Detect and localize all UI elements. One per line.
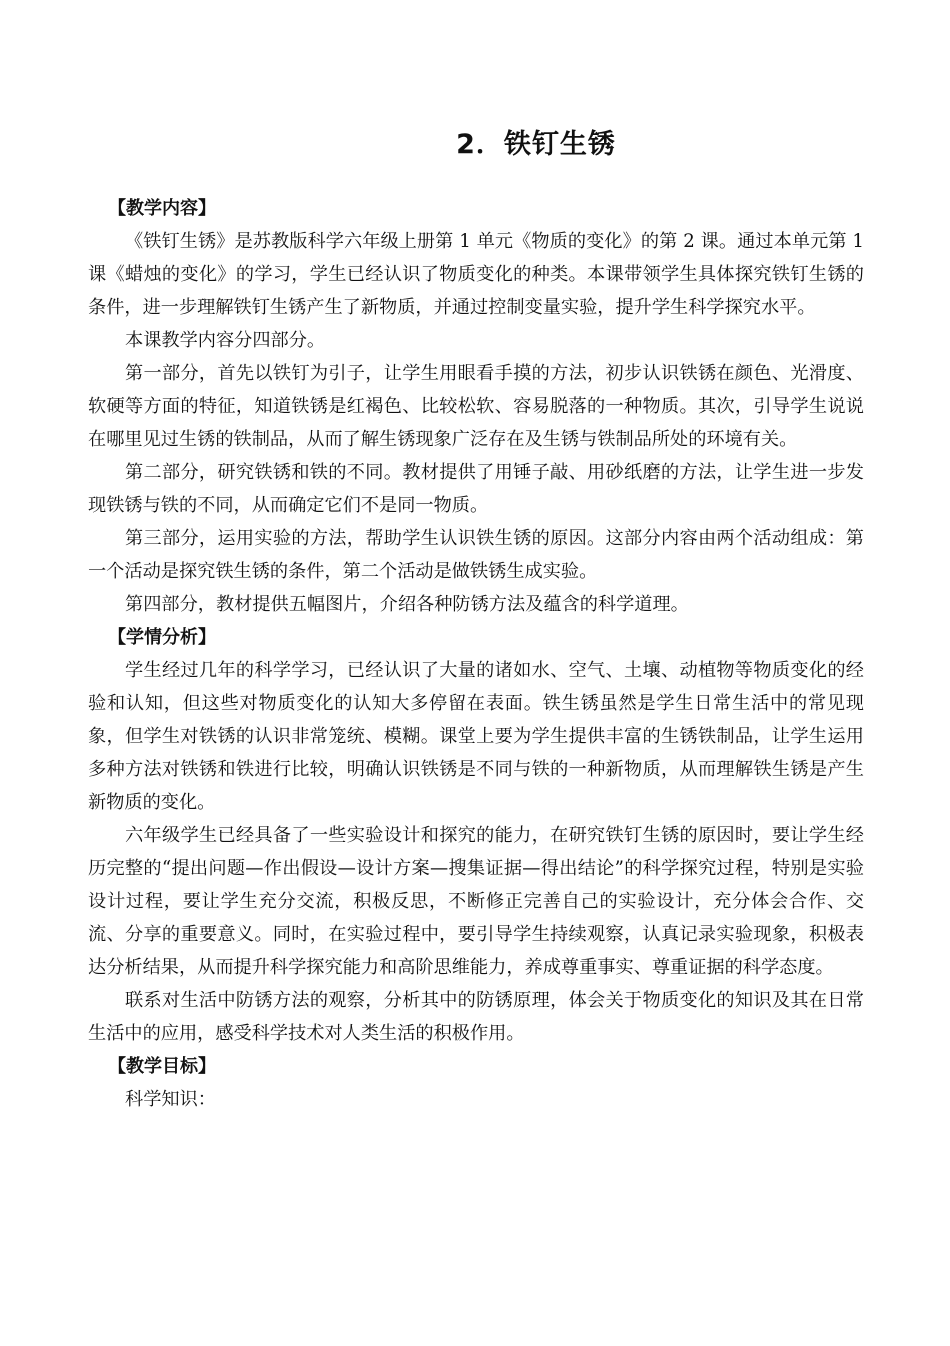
section-heading-teaching-content: 【教学内容】 xyxy=(108,198,216,219)
paragraph: 第三部分，运用实验的方法，帮助学生认识铁生锈的原因。这部分内容由两个活动组成：第一个活动是探究铁生锈的条件，第二个活动是做铁锈生成实验。 xyxy=(88,528,864,582)
paragraph: 第二部分，研究铁锈和铁的不同。教材提供了用锤子敲、用砂纸磨的方法，让学生进一步发现铁锈与铁的不同，从而确定它们不是同一物质。 xyxy=(88,462,864,516)
paragraph: 学生经过几年的科学学习，已经认识了大量的诸如水、空气、土壤、动植物等物质变化的经验和认知，但这些对物质变化的认知大多停留在表面。铁生锈虽然是学生日常生活中的常见现象，但学生对铁锈的认识非常笼统、模糊。课堂上要为学生提供丰富的生锈铁制品，让学生运用多种方法对铁锈和铁进行比较，明确认识铁锈是不同与铁的一种新物质，从而理解铁生锈是产生新物质的变化。 xyxy=(88,660,864,813)
paragraph: 本课教学内容分四部分。 xyxy=(125,330,326,351)
paragraph: 《铁钉生锈》是苏教版科学六年级上册第 1 单元《物质的变化》的第 2 课。通过本单元第 1 课《蜡烛的变化》的学习，学生已经认识了物质变化的种类。本课带领学生具体探究铁钉生锈的条件，进一步理解铁钉生锈产生了新物质，并通过控制变量实验，提升学生科学探究水平。 xyxy=(88,231,864,318)
section-heading-student-analysis: 【学情分析】 xyxy=(108,627,216,648)
paragraph: 第四部分，教材提供五幅图片，介绍各种防锈方法及蕴含的科学道理。 xyxy=(125,594,689,615)
section-heading-teaching-goals: 【教学目标】 xyxy=(108,1056,216,1077)
paragraph: 科学知识： xyxy=(125,1089,216,1110)
paragraph: 联系对生活中防锈方法的观察，分析其中的防锈原理，体会关于物质变化的知识及其在日常生活中的应用，感受科学技术对人类生活的积极作用。 xyxy=(88,990,864,1044)
paragraph: 第一部分，首先以铁钉为引子，让学生用眼看手摸的方法，初步认识铁锈在颜色、光滑度、软硬等方面的特征，知道铁锈是红褐色、比较松软、容易脱落的一种物质。其次，引导学生说说在哪里见过生锈的铁制品，从而了解生锈现象广泛存在及生锈与铁制品所处的环境有关。 xyxy=(88,363,864,450)
document-body xyxy=(88,192,864,1116)
paragraph: 六年级学生已经具备了一些实验设计和探究的能力，在研究铁钉生锈的原因时，要让学生经历完整的“提出问题—作出假设—设计方案—搜集证据—得出结论”的科学探究过程，特别是实验设计过程，要让学生充分交流，积极反思，不断修正完善自己的实验设计，充分体会合作、交流、分享的重要意义。同时，在实验过程中，要引导学生持续观察，认真记录实验现象，积极表达分析结果，从而提升科学探究能力和高阶思维能力，养成尊重事实、尊重证据的科学态度。 xyxy=(88,825,864,978)
document-title: 2．铁钉生锈 xyxy=(456,129,616,160)
